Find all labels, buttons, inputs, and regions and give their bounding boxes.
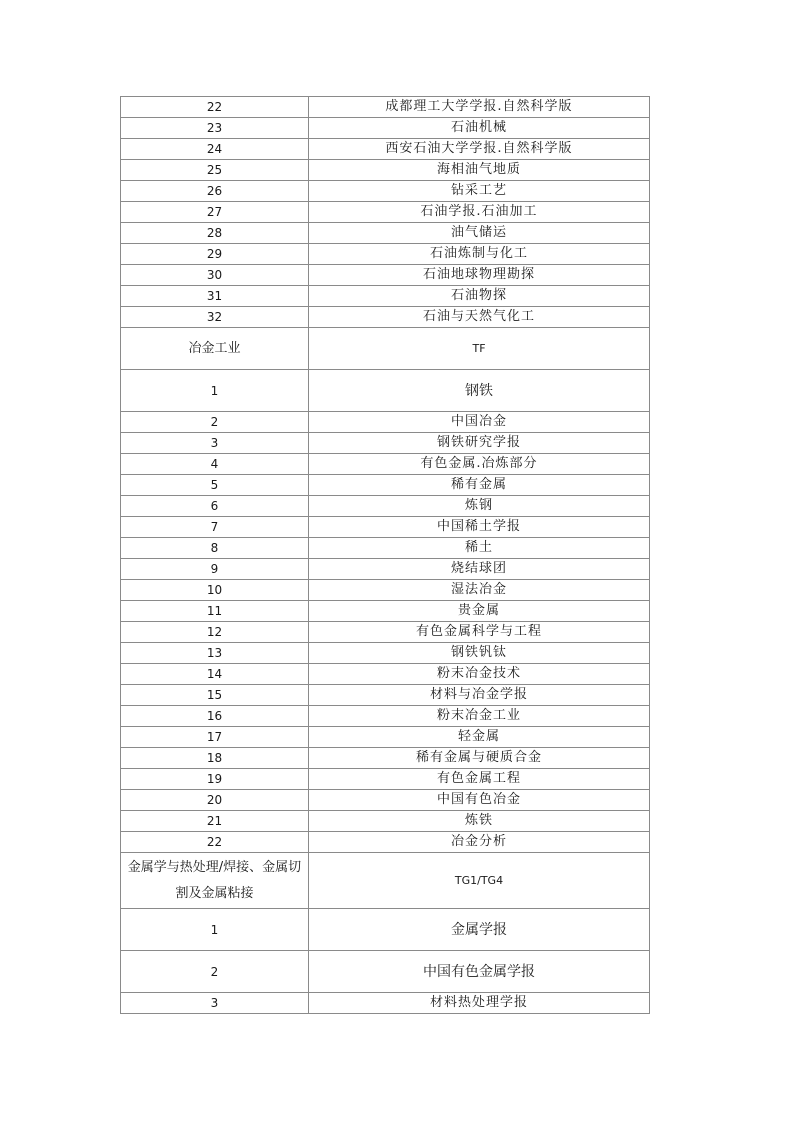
table-row — [121, 118, 650, 139]
category-code: TG1/TG4 — [309, 853, 650, 909]
journal-title: 稀有金属 — [309, 475, 650, 496]
journal-title: 石油学报.石油加工 — [309, 202, 650, 223]
journal-number: 19 — [121, 769, 309, 790]
journal-title: 金属学报 — [309, 909, 650, 951]
table-row — [121, 412, 650, 433]
journal-title: 材料热处理学报 — [309, 993, 650, 1014]
table-row — [121, 664, 650, 685]
journal-number: 31 — [121, 286, 309, 307]
journal-number: 29 — [121, 244, 309, 265]
table-row — [121, 769, 650, 790]
category-code: TF — [309, 328, 650, 370]
journal-number: 18 — [121, 748, 309, 769]
table-row — [121, 685, 650, 706]
journal-number: 17 — [121, 727, 309, 748]
journal-title: 中国有色冶金 — [309, 790, 650, 811]
journal-title: 中国有色金属学报 — [309, 951, 650, 993]
journal-title: 钻采工艺 — [309, 181, 650, 202]
journal-number: 25 — [121, 160, 309, 181]
journal-title: 炼钢 — [309, 496, 650, 517]
table-row — [121, 286, 650, 307]
journal-title: 钢铁钒钛 — [309, 643, 650, 664]
table-row — [121, 265, 650, 286]
table-row — [121, 643, 650, 664]
journal-title: 石油地球物理勘探 — [309, 265, 650, 286]
table-row — [121, 622, 650, 643]
journal-title: 西安石油大学学报.自然科学版 — [309, 139, 650, 160]
category-name-line2: 割及金属粘接 — [175, 885, 254, 901]
journal-number: 1 — [121, 370, 309, 412]
table-row — [121, 832, 650, 853]
category-name-line1: 金属学与热处理/焊接、金属切 — [127, 859, 302, 875]
journal-title: 材料与冶金学报 — [309, 685, 650, 706]
table-row — [121, 993, 650, 1014]
table-row — [121, 580, 650, 601]
category-name — [121, 853, 309, 909]
journal-title: 海相油气地质 — [309, 160, 650, 181]
journal-number: 26 — [121, 181, 309, 202]
journal-number: 14 — [121, 664, 309, 685]
journal-title: 粉末冶金工业 — [309, 706, 650, 727]
table-row — [121, 909, 650, 951]
table-row — [121, 307, 650, 328]
journal-title: 有色金属.冶炼部分 — [309, 454, 650, 475]
journal-table-body — [121, 97, 650, 1014]
table-row — [121, 517, 650, 538]
journal-title: 湿法冶金 — [309, 580, 650, 601]
table-row — [121, 951, 650, 993]
table-row — [121, 601, 650, 622]
journal-number: 11 — [121, 601, 309, 622]
journal-title: 冶金分析 — [309, 832, 650, 853]
journal-title: 贵金属 — [309, 601, 650, 622]
journal-number: 15 — [121, 685, 309, 706]
journal-title: 稀有金属与硬质合金 — [309, 748, 650, 769]
table-row — [121, 706, 650, 727]
journal-title: 炼铁 — [309, 811, 650, 832]
table-row — [121, 139, 650, 160]
journal-number: 23 — [121, 118, 309, 139]
table-row — [121, 160, 650, 181]
journal-number: 20 — [121, 790, 309, 811]
journal-title: 烧结球团 — [309, 559, 650, 580]
journal-number: 28 — [121, 223, 309, 244]
journal-number: 27 — [121, 202, 309, 223]
journal-number: 8 — [121, 538, 309, 559]
journal-title: 中国冶金 — [309, 412, 650, 433]
journal-number: 2 — [121, 412, 309, 433]
table-row — [121, 496, 650, 517]
table-row — [121, 454, 650, 475]
journal-number: 22 — [121, 832, 309, 853]
table-row — [121, 559, 650, 580]
journal-number: 16 — [121, 706, 309, 727]
table-row — [121, 370, 650, 412]
journal-number: 24 — [121, 139, 309, 160]
journal-title: 稀土 — [309, 538, 650, 559]
table-row — [121, 748, 650, 769]
journal-title: 成都理工大学学报.自然科学版 — [309, 97, 650, 118]
table-row — [121, 538, 650, 559]
journal-number: 13 — [121, 643, 309, 664]
journal-number: 9 — [121, 559, 309, 580]
journal-title: 钢铁研究学报 — [309, 433, 650, 454]
table-row — [121, 202, 650, 223]
category-row — [121, 853, 650, 909]
journal-number: 2 — [121, 951, 309, 993]
journal-title: 轻金属 — [309, 727, 650, 748]
journal-number: 12 — [121, 622, 309, 643]
table-row — [121, 790, 650, 811]
journal-number: 22 — [121, 97, 309, 118]
journal-title: 石油与天然气化工 — [309, 307, 650, 328]
category-name: 冶金工业 — [121, 328, 309, 370]
table-row — [121, 811, 650, 832]
journal-number: 21 — [121, 811, 309, 832]
journal-title: 石油炼制与化工 — [309, 244, 650, 265]
table-row — [121, 727, 650, 748]
journal-title: 钢铁 — [309, 370, 650, 412]
journal-table — [120, 96, 650, 1014]
journal-number: 3 — [121, 433, 309, 454]
table-row — [121, 223, 650, 244]
journal-title: 中国稀土学报 — [309, 517, 650, 538]
journal-title: 有色金属工程 — [309, 769, 650, 790]
journal-number: 7 — [121, 517, 309, 538]
journal-title: 油气储运 — [309, 223, 650, 244]
table-row — [121, 97, 650, 118]
table-row — [121, 433, 650, 454]
journal-title: 粉末冶金技术 — [309, 664, 650, 685]
journal-number: 5 — [121, 475, 309, 496]
journal-number: 1 — [121, 909, 309, 951]
journal-number: 4 — [121, 454, 309, 475]
journal-number: 10 — [121, 580, 309, 601]
journal-title: 石油物探 — [309, 286, 650, 307]
table-row — [121, 181, 650, 202]
journal-title: 有色金属科学与工程 — [309, 622, 650, 643]
table-row — [121, 475, 650, 496]
category-row — [121, 328, 650, 370]
journal-number: 32 — [121, 307, 309, 328]
journal-number: 6 — [121, 496, 309, 517]
journal-title: 石油机械 — [309, 118, 650, 139]
table-row — [121, 244, 650, 265]
journal-number: 3 — [121, 993, 309, 1014]
journal-number: 30 — [121, 265, 309, 286]
